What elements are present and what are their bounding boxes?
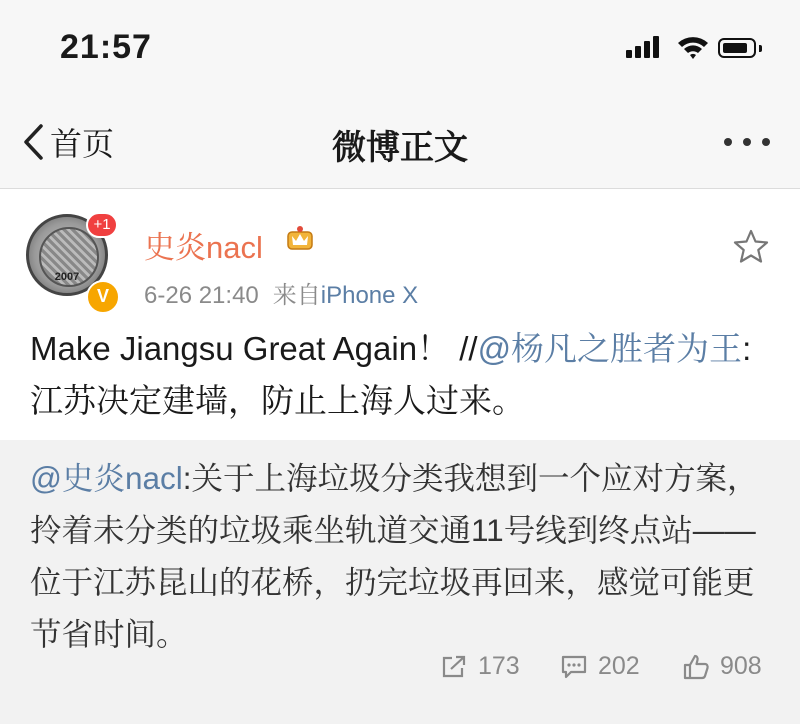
repost-count: 173 [478, 652, 520, 680]
post-date: 6-26 21:40 [144, 282, 259, 309]
status-bar [0, 0, 800, 96]
source-device[interactable]: iPhone X [320, 282, 419, 309]
favorite-star-icon[interactable] [732, 228, 770, 264]
source-prefix: 来自 [272, 282, 321, 309]
more-button[interactable] [724, 134, 770, 150]
username[interactable]: 史炎nacl [144, 230, 263, 265]
repost-icon [440, 654, 468, 680]
repost-body: :关于上海垃圾分类我想到一个应对方案，拎着未分类的垃圾乘坐轨道交通11号线到终点站——位于江苏昆山的花桥，扔完垃圾再回来，感觉可能更节省时间。 [30, 460, 759, 652]
battery-tip [759, 45, 762, 52]
like-count: 908 [720, 652, 762, 680]
more-dot-icon [743, 138, 751, 146]
crown-vip-icon [285, 224, 315, 252]
nav-bar [0, 96, 800, 189]
comment-icon [560, 654, 588, 680]
battery-icon [718, 38, 756, 58]
repost-text [30, 452, 775, 660]
back-label: 首页 [50, 126, 115, 162]
status-icons [626, 34, 766, 64]
wifi-icon [676, 34, 710, 60]
repost-mention-link[interactable]: @史炎nacl [30, 460, 183, 496]
status-time: 21:57 [60, 28, 152, 66]
comment-count: 202 [598, 652, 640, 680]
verified-badge: V [86, 280, 120, 314]
post-text-main: Make Jiangsu Great Again！ // [30, 330, 478, 367]
post-meta [144, 275, 418, 310]
more-dot-icon [762, 138, 770, 146]
post-text-rest: :江苏决定建墙，防止上海人过来。 [30, 330, 752, 419]
notification-badge: +1 [86, 212, 118, 238]
repost-button[interactable] [440, 652, 520, 681]
post-text [30, 323, 770, 427]
repost-block[interactable] [0, 440, 800, 724]
action-bar [0, 652, 800, 702]
like-button[interactable] [682, 652, 762, 681]
more-dot-icon [724, 138, 732, 146]
comment-button[interactable] [560, 652, 640, 681]
mention-link[interactable]: @杨凡之胜者为王 [477, 330, 743, 367]
thumbs-up-icon [682, 653, 710, 681]
avatar-year: 2007 [54, 271, 80, 283]
page-title: 微博正文 [332, 129, 468, 167]
